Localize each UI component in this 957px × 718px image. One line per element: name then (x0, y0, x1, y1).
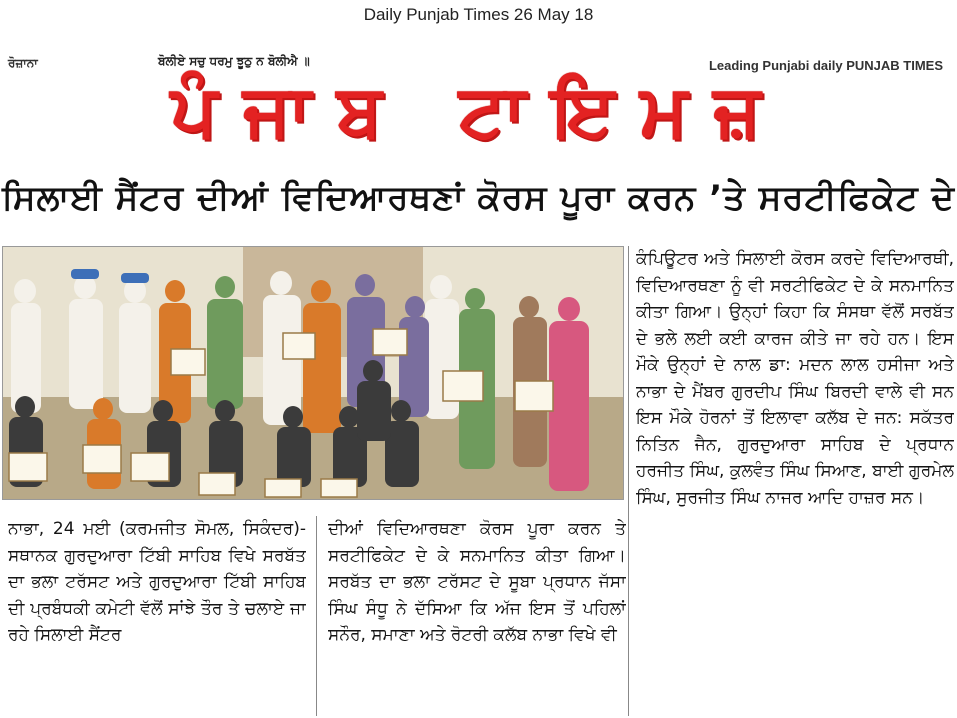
article-photo (2, 246, 624, 500)
masthead-motto: ਬੋਲੀਏ ਸਚੁ ਧਰਮੁ ਝੂਠੁ ਨ ਬੋਲੀਐ ॥ (158, 54, 310, 68)
article-text: ਨਾਭਾ, 24 ਮਈ (ਕਰਮਜੀਤ ਸੋਮਲ, ਸਿਕੰਦਰ)-ਸਥਾਨਕ ਗੁਰਦੁਆਰਾ ਟਿੱਬੀ ਸਾਹਿਬ ਵਿਖੇ ਸਰਬੱਤ ਦਾ ਭਲਾ ਟਰੱਸਟ ਅਤੇ ਗੁਰਦੁਆਰਾ ਟਿੱਬੀ ਸਾਹਿਬ ਦੀ ਪ੍ਰਬੰਧਕੀ ਕਮੇਟੀ ਵੱਲੋਂ ਸਾਂਝੇ ਤੌਰ ਤੇ ਚਲਾਏ ਜਾ ਰਹੇ ਸਿਲਾਈ ਸੈਂਟਰ (8, 519, 306, 645)
article-text: ਕੰਪਿਊਟਰ ਅਤੇ ਸਿਲਾਈ ਕੋਰਸ ਕਰਦੇ ਵਿਦਿਆਰਥੀ, ਵਿਦਿਆਰਥਣਾ ਨੂੰ ਵੀ ਸਰਟੀਫਿਕੇਟ ਦੇ ਕੇ ਸਨਮਾਨਿਤ ਕੀਤਾ ਗਿਆ। ਉਨ੍ਹਾਂ ਕਿਹਾ ਕਿ ਸੰਸਥਾ ਵੱਲੋਂ ਸਰਬੱਤ ਦੇ ਭਲੇ ਲਈ ਕਈ ਕਾਰਜ ਕੀਤੇ ਜਾ ਰਹੇ ਹਨ। ਇਸ ਮੌਕੇ ਉਨ੍ਹਾਂ ਦੇ ਨਾਲ ਡਾ: ਮਦਨ ਲਾਲ ਹਸੀਜਾ ਅਤੇ ਨਾਭਾ ਦੇ ਮੈਂਬਰ ਗੁਰਦੀਪ ਸਿੰਘ ਬਿਰਦੀ ਵਾਲੇ ਵੀ ਸਨ ਇਸ ਮੌਕੇ ਹੋਰਨਾਂ ਤੋਂ ਇਲਾਵਾ ਕਲੱਬ ਦੇ ਜਨ: ਸਕੱਤਰ ਨਿਤਿਨ ਜੈਨ, ਗੁਰਦੁਆਰਾ ਸਾਹਿਬ ਦੇ ਪ੍ਰਧਾਨ ਹਰਜੀਤ ਸਿੰਘ, ਕੁਲਵੰਤ ਸਿੰਘ ਸਿਆਣ, ਬਾਈ ਗੁਰਮੇਲ ਸਿੰਘ, ਸੁਰਜੀਤ ਸਿੰਘ ਨਾਜਰ ਆਦਿ ਹਾਜ਼ਰ ਸਨ। (636, 249, 954, 508)
masthead-daily-label: ਰੋਜ਼ਾਨਾ (8, 56, 38, 70)
page-caption: Daily Punjab Times 26 May 18 (363, 5, 594, 24)
group-photo-certificates-icon (3, 247, 623, 499)
column-divider (628, 246, 629, 716)
article-column-3 (636, 246, 954, 718)
masthead (0, 48, 957, 154)
article-column-2 (328, 516, 626, 718)
masthead-title: ਪੰਜਾਬ ਟਾਇਮਜ਼ (170, 68, 787, 152)
article-column-1 (8, 516, 306, 718)
article-text: ਦੀਆਂ ਵਿਦਿਆਰਥਣਾ ਕੋਰਸ ਪੂਰਾ ਕਰਨ ਤੇ ਸਰਟੀਫਿਕੇਟ ਦੇ ਕੇ ਸਨਮਾਨਿਤ ਕੀਤਾ ਗਿਆ। ਸਰਬੱਤ ਦਾ ਭਲਾ ਟਰੱਸਟ ਦੇ ਸੂਬਾ ਪ੍ਰਧਾਨ ਜੱਸਾ ਸਿੰਘ ਸੰਧੂ ਨੇ ਦੱਸਿਆ ਕਿ ਅੱਜ ਇਸ ਤੋਂ ਪਹਿਲਾਂ ਸਨੌਰ, ਸਮਾਣਾ ਅਤੇ ਰੋਟਰੀ ਕਲੱਬ ਨਾਭਾ ਵਿਖੇ ਵੀ (328, 519, 626, 645)
column-divider (316, 516, 317, 716)
masthead-tagline: Leading Punjabi daily PUNJAB TIMES (708, 58, 943, 73)
article-headline: ਸਿਲਾਈ ਸੈਂਟਰ ਦੀਆਂ ਵਿਦਿਆਰਥਣਾਂ ਕੋਰਸ ਪੂਰਾ ਕਰਨ ’ਤੇ ਸਰਟੀਫਿਕੇਟ ਦੇ (1, 178, 956, 218)
